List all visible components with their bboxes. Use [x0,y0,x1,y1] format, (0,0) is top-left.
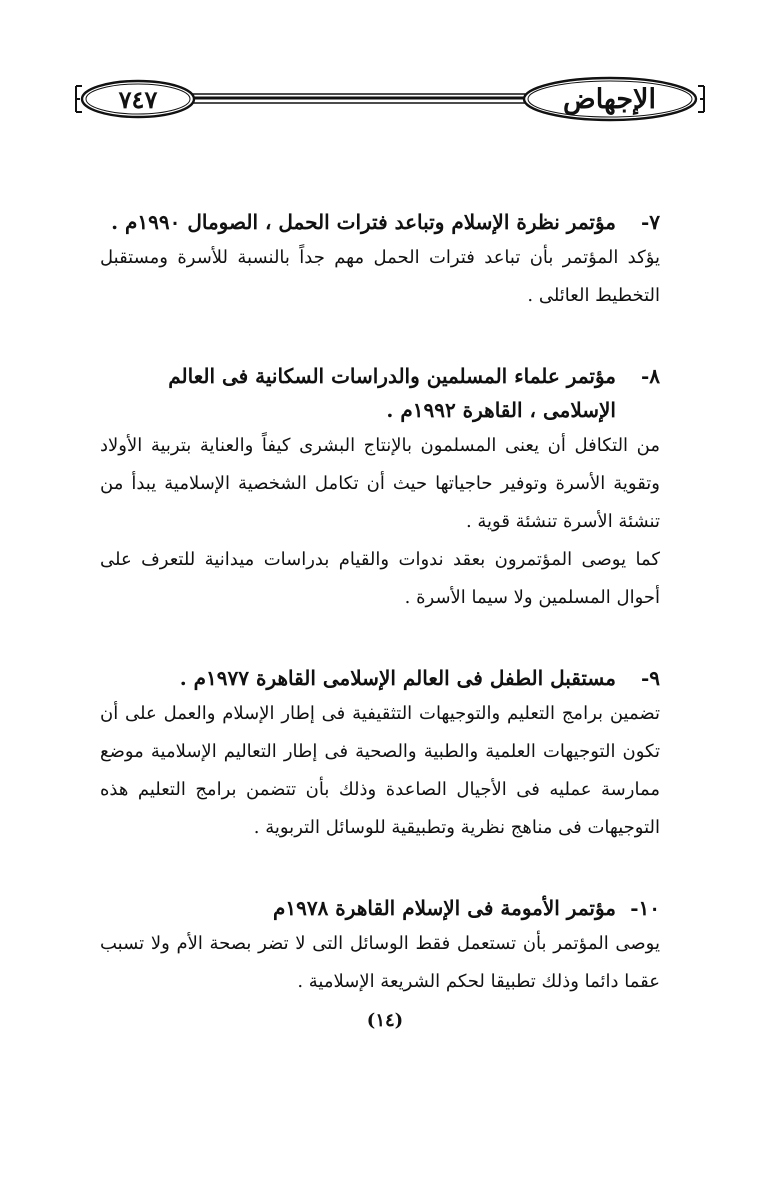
entry-paragraph: يؤكد المؤتمر بأن تباعد فترات الحمل مهم جداً بالنسبة للأسرة ومستقبل التخطيط العائلى . [100,247,660,306]
conference-entry [100,359,660,617]
page-folio: (١٤) [366,1010,404,1031]
entry-heading [100,891,660,925]
running-header [70,74,710,126]
entry-number: ١٠- [630,896,660,920]
entry-number: ٩- [640,666,660,690]
header-page-number: ٧٤٧ [118,84,158,114]
header-title: الإجهاض [563,83,656,115]
entry-number: ٨- [640,364,660,388]
entry-heading [100,359,660,427]
entry-paragraph: يوصى المؤتمر بأن تستعمل فقط الوسائل التى لا تضر بصحة الأم ولا تسبب عقما دائما وذلك تطبيقا لحكم الشريعة الإسلامية . [100,933,660,992]
entry-paragraph: كما يوصى المؤتمرون بعقد ندوات والقيام بدراسات ميدانية للتعرف على أحوال المسلمين ولا سيما الأسرة . [100,549,660,608]
entry-title: مؤتمر الأمومة فى الإسلام القاهرة ١٩٧٨م [272,896,616,920]
entry-number: ٧- [640,210,660,234]
entry-heading [100,661,660,695]
entry-paragraph: من التكافل أن يعنى المسلمون بالإنتاج البشرى كيفاً والعناية بتربية الأولاد وتقوية الأسرة وتوفير حاجياتها حيث أن تكامل الشخصية الإسلامية يبدأ من تنشئة الأسرة تنشئة قوية . [100,435,660,532]
entry-title: مؤتمر نظرة الإسلام وتباعد فترات الحمل ، الصومال ١٩٩٠م . [111,210,616,234]
conference-entry [100,661,660,847]
conference-entry [100,205,660,315]
entry-paragraph: تضمين برامج التعليم والتوجيهات التثقيفية فى إطار الإسلام والعمل على أن تكون التوجيهات العلمية والطبية والصحية فى إطار التعاليم الإسلامية موضع ممارسة عمليه فى الأجيال الصاعدة وذلك بأن تتضمن برامج التعليم هذه التوجيهات فى مناهج نظرية وتطبيقية للوسائل التربوية . [100,703,661,838]
entry-title: مستقبل الطفل فى العالم الإسلامى القاهرة ١٩٧٧م . [179,666,616,690]
page-body [100,205,660,1045]
conference-entry [100,891,660,1001]
entry-heading [100,205,660,239]
entry-title: مؤتمر علماء المسلمين والدراسات السكانية فى العالم الإسلامى ، القاهرة ١٩٩٢م . [168,364,616,422]
